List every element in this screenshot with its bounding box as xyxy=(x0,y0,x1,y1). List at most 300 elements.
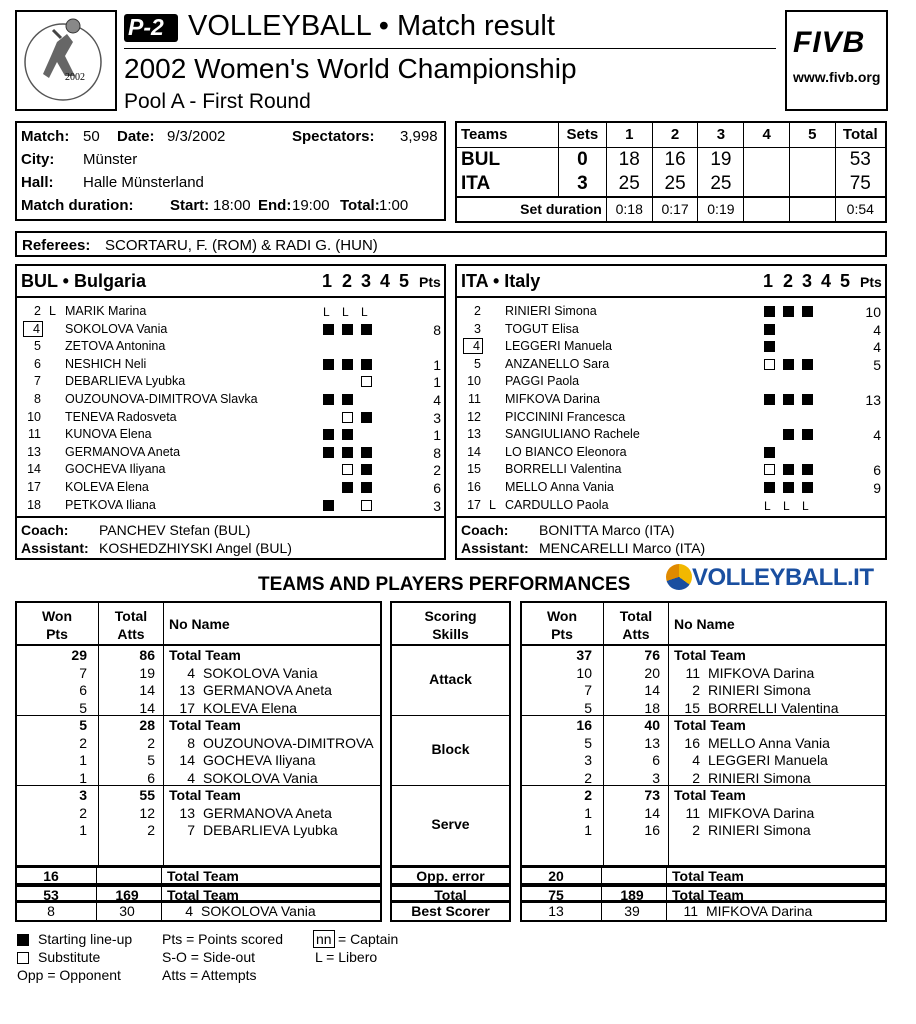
player-row xyxy=(457,461,885,478)
player-points: 1 xyxy=(433,374,441,391)
player-points: 3 xyxy=(433,409,441,426)
player-no: 4 xyxy=(187,769,195,786)
player-name: GERMANOVA Aneta xyxy=(203,804,332,821)
total-atts: 6 xyxy=(652,752,660,768)
starter-square-icon xyxy=(342,394,353,405)
total-team-label: Total Team xyxy=(674,717,746,733)
player-name: LEGGERI Manuela xyxy=(708,752,828,768)
player-name: MIFKOVA Darina xyxy=(505,392,600,406)
score-set-points xyxy=(789,172,835,197)
col-divider xyxy=(163,646,164,715)
won-pts: 37 xyxy=(576,647,592,663)
set-duration: 0:19 xyxy=(698,197,744,222)
no-name-header: No Name xyxy=(169,616,230,632)
set-header: 5 xyxy=(840,271,851,291)
total-team-label: Total Team xyxy=(674,787,746,803)
start-time: 18:00 xyxy=(213,197,251,214)
end-label: End: xyxy=(258,197,292,214)
player-points: 8 xyxy=(433,444,441,461)
total-atts-header: Total Atts xyxy=(619,608,653,642)
set-header: 2 xyxy=(342,271,353,291)
col-divider xyxy=(163,716,164,785)
coach-name: PANCHEV Stefan (BUL) xyxy=(99,522,251,538)
total-atts: 6 xyxy=(147,769,155,786)
player-name: MIFKOVA Darina xyxy=(708,804,815,821)
score-table xyxy=(455,121,887,223)
player-no: 11 xyxy=(683,903,698,919)
document-title: VOLLEYBALL • Match result xyxy=(188,10,555,42)
team-roster-ita xyxy=(455,264,887,560)
player-row xyxy=(17,479,444,496)
championship-name: 2002 Women's World Championship xyxy=(124,53,577,84)
player-name: DEBARLIEVA Lyubka xyxy=(203,822,338,838)
won-pts: 29 xyxy=(71,647,87,663)
player-row xyxy=(17,444,444,461)
match-date: 9/3/2002 xyxy=(167,128,226,145)
match-label: Match: xyxy=(21,128,70,145)
assistant-name: KOSHEDZHIYSKI Angel (BUL) xyxy=(99,540,292,556)
player-no: 4 xyxy=(185,903,193,919)
score-set-points: 25 xyxy=(698,172,744,197)
player-name: MELLO Anna Vania xyxy=(708,734,830,751)
libero-marker: L xyxy=(489,497,496,512)
player-name: RINIERI Simona xyxy=(708,822,811,838)
total-atts: 19 xyxy=(139,664,155,681)
player-name: KOLEVA Elena xyxy=(203,699,297,716)
match-info-box xyxy=(15,121,446,221)
total-atts: 14 xyxy=(139,699,155,716)
total-atts: 3 xyxy=(652,769,660,786)
score-row-ita xyxy=(456,172,886,197)
player-list xyxy=(17,303,444,515)
player-name: PAGGI Paola xyxy=(505,374,580,389)
starter-square-icon xyxy=(342,482,353,493)
skill-name-cell xyxy=(390,716,511,786)
player-row xyxy=(17,391,444,408)
player-points: 4 xyxy=(433,392,441,408)
skill-name: Best Scorer xyxy=(411,903,490,919)
skill-name: Total xyxy=(434,886,467,903)
score-set-points: 25 xyxy=(652,172,698,197)
substitute-square-icon xyxy=(361,500,372,511)
team-roster-bul xyxy=(15,264,446,560)
libero-marker: L xyxy=(49,304,56,318)
player-number: 17 xyxy=(27,480,41,494)
player-number: 5 xyxy=(474,356,481,371)
roster-divider xyxy=(457,296,885,298)
player-name: MELLO Anna Vania xyxy=(505,480,614,494)
player-number: 14 xyxy=(27,462,41,477)
player-row xyxy=(457,409,885,426)
col-divider xyxy=(161,868,162,883)
col-divider xyxy=(668,603,669,644)
set-header: 1 xyxy=(322,271,333,291)
won-pts: 16 xyxy=(43,868,59,884)
libero-set-marker: L xyxy=(764,498,771,513)
starter-square-icon xyxy=(361,359,372,370)
score-set-points: 16 xyxy=(652,147,698,172)
starter-square-icon xyxy=(361,482,372,493)
player-row xyxy=(457,479,885,496)
libero-set-marker: L xyxy=(802,498,809,513)
city-label: City: xyxy=(21,151,55,168)
player-no: 11 xyxy=(685,664,700,681)
hall-value: Halle Münsterland xyxy=(83,174,204,191)
won-pts: 75 xyxy=(548,886,564,903)
score-sets: 3 xyxy=(558,172,606,197)
total-atts: 2 xyxy=(147,822,155,838)
player-number: 13 xyxy=(467,427,481,442)
player-number: 11 xyxy=(28,427,41,442)
starter-square-icon xyxy=(802,359,813,370)
total-atts: 86 xyxy=(139,647,155,663)
starter-square-icon xyxy=(764,482,775,493)
starting-lineup-icon xyxy=(17,934,29,946)
total-atts: 18 xyxy=(644,699,660,716)
player-list xyxy=(457,303,885,515)
substitute-icon xyxy=(17,952,29,964)
player-points: 4 xyxy=(873,321,881,338)
player-name: TENEVA Radosveta xyxy=(65,409,177,424)
set-header: 1 xyxy=(763,271,774,291)
player-name: KOLEVA Elena xyxy=(65,480,149,494)
total-team-label: Total Team xyxy=(169,787,241,803)
score-row-bul xyxy=(456,147,886,172)
title-rule xyxy=(124,48,776,49)
pts-header: Pts xyxy=(419,274,441,290)
starter-square-icon xyxy=(783,394,794,405)
starter-square-icon xyxy=(783,429,794,440)
won-pts: 2 xyxy=(584,769,592,786)
skill-name-cell xyxy=(390,646,511,716)
player-row xyxy=(457,497,885,514)
starter-square-icon xyxy=(802,429,813,440)
starter-square-icon xyxy=(361,412,372,423)
player-row xyxy=(17,461,444,478)
col-divider xyxy=(161,887,162,902)
total-team-label: Total Team xyxy=(672,886,744,903)
set-header: 4 xyxy=(821,271,832,291)
player-name: RINIERI Simona xyxy=(708,682,811,698)
score-set-points: 19 xyxy=(698,147,744,172)
total-team-label: Total Team xyxy=(169,647,241,663)
player-name: MIFKOVA Darina xyxy=(706,903,813,919)
total-atts: 189 xyxy=(620,886,644,903)
skills-header xyxy=(390,601,511,646)
starter-square-icon xyxy=(323,447,334,458)
won-pts: 2 xyxy=(79,734,87,751)
player-number: 7 xyxy=(34,374,41,389)
won-pts: 6 xyxy=(79,682,87,698)
player-row xyxy=(17,321,444,338)
player-number: 18 xyxy=(27,497,41,512)
score-header: 5 xyxy=(789,122,835,147)
opp-error-row xyxy=(15,866,382,885)
referees-label: Referees: xyxy=(22,237,91,254)
player-name: GERMANOVA Aneta xyxy=(65,444,181,459)
skill-block xyxy=(520,716,887,786)
start-label: Start: xyxy=(170,197,210,214)
total-duration-label: Total: xyxy=(340,197,380,214)
total-team-label: Total Team xyxy=(672,868,744,884)
skill-block xyxy=(15,716,382,786)
libero-set-marker: L xyxy=(323,305,330,319)
total-atts: 40 xyxy=(644,717,660,733)
starter-square-icon xyxy=(323,359,334,370)
total-team-label: Total Team xyxy=(167,868,239,884)
won-pts: 8 xyxy=(47,903,55,919)
player-no: 11 xyxy=(685,804,700,821)
set-header: 3 xyxy=(802,271,813,291)
set-header: 2 xyxy=(783,271,794,291)
col-divider xyxy=(163,786,164,865)
player-name: OUZOUNOVA-DIMITROVA Slavka xyxy=(65,392,258,406)
fivb-logo-box xyxy=(785,10,888,111)
skill-block xyxy=(15,646,382,716)
col-divider xyxy=(666,902,667,920)
player-name: KUNOVA Elena xyxy=(65,427,152,442)
player-name: GOCHEVA Iliyana xyxy=(203,752,316,768)
player-points: 10 xyxy=(865,304,881,320)
skill-name: Block xyxy=(431,741,470,757)
player-name: GERMANOVA Aneta xyxy=(203,682,332,698)
substitute-square-icon xyxy=(764,464,775,475)
won-pts: 1 xyxy=(79,752,87,768)
set-header: 4 xyxy=(380,271,391,291)
total-atts: 20 xyxy=(644,664,660,681)
substitute-square-icon xyxy=(342,412,353,423)
total-atts: 16 xyxy=(644,822,660,838)
team-name: ITA • Italy xyxy=(461,271,541,291)
won-pts: 1 xyxy=(584,822,592,838)
player-points: 1 xyxy=(433,427,441,444)
perf-header-left xyxy=(15,601,382,646)
player-no: 15 xyxy=(684,699,700,716)
won-pts: 16 xyxy=(576,717,592,733)
total-atts: 73 xyxy=(644,787,660,803)
total-atts-header: Total Atts xyxy=(114,608,148,642)
score-header: Teams xyxy=(456,122,558,147)
pts-header: Pts xyxy=(860,274,882,290)
player-name: ZETOVA Antonina xyxy=(65,339,166,354)
set-duration-label: Set duration xyxy=(456,197,606,222)
end-time: 19:00 xyxy=(292,197,330,214)
starter-square-icon xyxy=(783,359,794,370)
hall-label: Hall: xyxy=(21,174,54,191)
skill-name: Serve xyxy=(431,816,470,832)
player-points: 6 xyxy=(873,462,881,479)
player-name: SOKOLOVA Vania xyxy=(65,321,168,336)
starter-square-icon xyxy=(323,324,334,335)
player-name: RINIERI Simona xyxy=(708,769,811,786)
total-atts: 5 xyxy=(147,752,155,768)
total-atts: 13 xyxy=(644,734,660,751)
player-number: 2 xyxy=(474,304,481,318)
won-pts: 2 xyxy=(79,804,87,821)
player-name: SOKOLOVA Vania xyxy=(201,903,316,919)
best-scorer-row xyxy=(520,900,887,922)
won-pts: 5 xyxy=(584,699,592,716)
assistant-label: Assistant: xyxy=(461,540,529,556)
score-set-points xyxy=(744,147,790,172)
player-no: 14 xyxy=(179,752,195,768)
libero-set-marker: L xyxy=(783,498,790,513)
coach-label: Coach: xyxy=(21,522,69,538)
won-pts: 1 xyxy=(79,822,87,838)
total-atts: 30 xyxy=(119,903,135,919)
legend-opp: Opp = Opponent xyxy=(17,967,121,983)
col-divider xyxy=(163,603,164,644)
player-number: 13 xyxy=(27,444,41,459)
starter-square-icon xyxy=(764,306,775,317)
won-pts: 1 xyxy=(79,769,87,786)
sponsor-logo-icon xyxy=(666,564,692,590)
player-name: ANZANELLO Sara xyxy=(505,356,610,371)
score-set-points xyxy=(744,172,790,197)
player-points: 4 xyxy=(873,339,881,356)
libero-set-marker: L xyxy=(361,305,368,319)
won-pts: 7 xyxy=(79,664,87,681)
won-pts: 2 xyxy=(584,787,592,803)
total-team-label: Total Team xyxy=(169,717,241,733)
player-no: 4 xyxy=(187,664,195,681)
player-name: MIFKOVA Darina xyxy=(708,664,815,681)
starter-square-icon xyxy=(342,447,353,458)
legend-atts: Atts = Attempts xyxy=(162,967,257,983)
skill-block xyxy=(15,786,382,866)
player-name: SOKOLOVA Vania xyxy=(203,769,318,786)
player-no: 7 xyxy=(187,822,195,838)
legend-pts: Pts = Points scored xyxy=(162,931,284,947)
won-pts: 3 xyxy=(584,752,592,768)
date-label: Date: xyxy=(117,128,155,145)
won-pts: 5 xyxy=(79,699,87,716)
no-name-header: No Name xyxy=(674,616,735,632)
player-row xyxy=(17,373,444,390)
set-duration-row xyxy=(456,197,886,222)
player-number: 16 xyxy=(467,480,481,494)
col-divider xyxy=(668,716,669,785)
col-divider xyxy=(666,887,667,902)
score-total: 75 xyxy=(835,172,886,197)
player-number: 14 xyxy=(467,444,481,459)
best-scorer-row xyxy=(15,900,382,922)
player-name: LEGGERI Manuela xyxy=(505,339,612,354)
total-atts: 76 xyxy=(644,647,660,663)
player-name: MARIK Marina xyxy=(65,304,147,318)
won-pts: 7 xyxy=(584,682,592,698)
total-atts: 14 xyxy=(644,682,660,698)
set-header: 3 xyxy=(361,271,372,291)
page-badge-text: P-2 xyxy=(128,14,164,40)
player-no: 13 xyxy=(179,682,195,698)
player-name: TOGUT Elisa xyxy=(505,321,579,336)
player-points: 5 xyxy=(873,356,881,373)
assistant-name: MENCARELLI Marco (ITA) xyxy=(539,540,706,556)
score-header-row xyxy=(456,122,886,147)
roster-divider xyxy=(17,296,444,298)
total-duration: 1:00 xyxy=(379,197,409,214)
opp-error-row xyxy=(520,866,887,885)
starter-square-icon xyxy=(323,394,334,405)
player-row xyxy=(457,444,885,461)
player-number: 17 xyxy=(467,497,481,512)
skill-name-cell xyxy=(390,866,511,885)
starter-square-icon xyxy=(323,429,334,440)
score-header: 4 xyxy=(744,122,790,147)
match-number: 50 xyxy=(83,128,100,145)
skill-block xyxy=(520,646,887,716)
spectators-value: 3,998 xyxy=(400,128,438,145)
player-number: 10 xyxy=(27,409,41,424)
total-team-label: Total Team xyxy=(167,886,239,903)
substitute-square-icon xyxy=(361,376,372,387)
spectators-label: Spectators: xyxy=(292,128,375,145)
player-row xyxy=(17,338,444,355)
legend-captain-box: nn xyxy=(313,930,335,948)
perf-header-right xyxy=(520,601,887,646)
legend-captain: = Captain xyxy=(338,931,399,947)
total-atts: 12 xyxy=(139,804,155,821)
libero-set-marker: L xyxy=(342,305,349,319)
player-name: OUZOUNOVA-DIMITROVA xyxy=(203,734,374,751)
skill-name-cell xyxy=(390,786,511,866)
player-name: BORRELLI Valentina xyxy=(708,699,839,716)
fivb-url: www.fivb.org xyxy=(793,69,881,85)
score-team: ITA xyxy=(456,172,558,197)
score-set-points: 18 xyxy=(606,147,652,172)
player-name: PICCININI Francesca xyxy=(505,409,626,424)
player-points: 9 xyxy=(873,480,881,496)
starter-square-icon xyxy=(764,324,775,335)
player-no: 16 xyxy=(684,734,700,751)
col-divider xyxy=(666,868,667,883)
sponsor-logo: VOLLEYBALL.IT xyxy=(692,564,874,591)
player-number: 3 xyxy=(474,321,481,336)
skill-block xyxy=(520,786,887,866)
pool-name: Pool A - First Round xyxy=(124,90,311,113)
starter-square-icon xyxy=(764,394,775,405)
substitute-square-icon xyxy=(342,464,353,475)
player-number: 12 xyxy=(467,409,481,424)
player-row xyxy=(457,356,885,373)
col-divider xyxy=(161,902,162,920)
player-row xyxy=(457,321,885,338)
player-row xyxy=(457,426,885,443)
player-row xyxy=(17,303,444,320)
player-row xyxy=(457,303,885,320)
player-number-captain: 4 xyxy=(463,338,483,354)
championship-logo-icon xyxy=(17,12,115,109)
starter-square-icon xyxy=(323,500,334,511)
coach-name: BONITTA Marco (ITA) xyxy=(539,522,675,538)
substitute-square-icon xyxy=(764,359,775,370)
player-number: 10 xyxy=(467,374,481,389)
player-no: 8 xyxy=(187,734,195,751)
col-divider xyxy=(668,786,669,865)
player-no: 2 xyxy=(692,769,700,786)
legend-substitute: Substitute xyxy=(38,949,101,965)
duration-label: Match duration: xyxy=(21,197,134,214)
player-name: BORRELLI Valentina xyxy=(505,462,622,477)
scoring-skills-header: Scoring Skills xyxy=(424,608,477,642)
player-number: 5 xyxy=(34,339,41,354)
player-points: 8 xyxy=(433,321,441,338)
player-number: 8 xyxy=(34,392,41,406)
starter-square-icon xyxy=(802,482,813,493)
coach-divider xyxy=(17,516,444,518)
score-header: 1 xyxy=(606,122,652,147)
